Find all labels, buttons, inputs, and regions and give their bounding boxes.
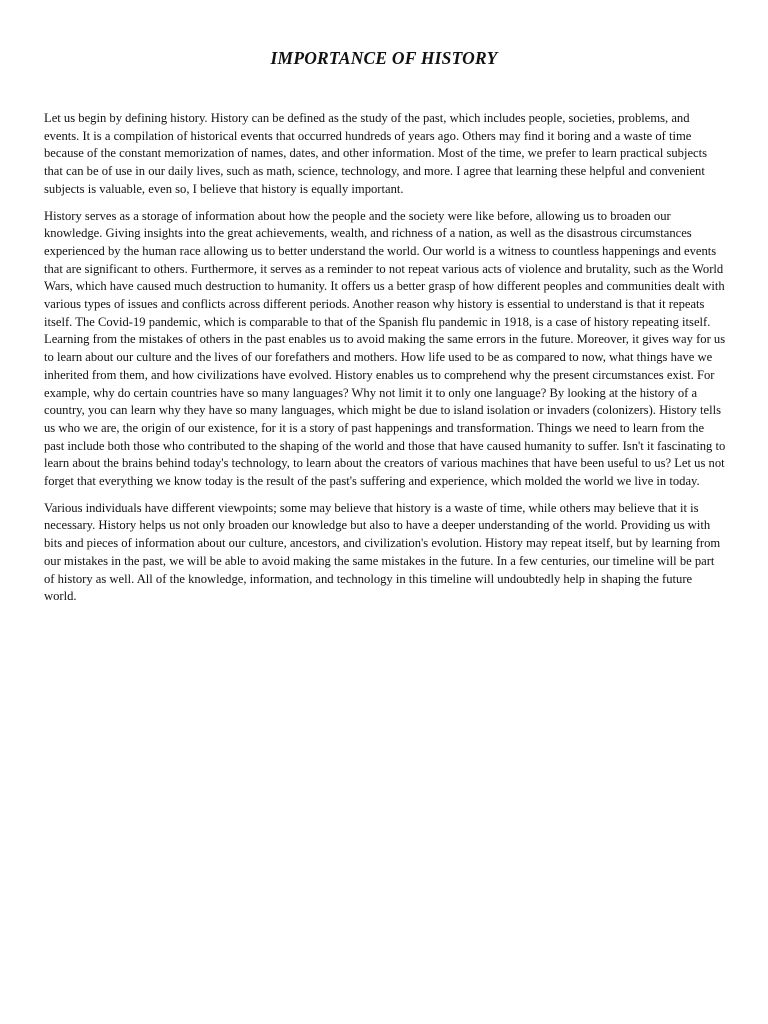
document-title: IMPORTANCE OF HISTORY (270, 48, 498, 68)
document-body (44, 110, 726, 615)
paragraph-conclusion: Various individuals have different viewpoints; some may believe that history is a waste of time, while others may believe that it is necessary. History helps us not only broaden our knowledge but also to have a deeper understanding of the world. Providing us with bits and pieces of information about our culture, ancestors, and civilization's evolution. History may repeat itself, but by learning from our mistakes in the past, we will be able to avoid making the same mistakes in the future. In a few centuries, our timeline will be part of history as well. All of the knowledge, information, and technology in this timeline will undoubtedly help in shaping the future world. (44, 500, 721, 604)
paragraph-body: History serves as a storage of information about how the people and the society were like before, allowing us to broaden our knowledge. Giving insights into the great achievements, wealth, and richness of a nation, as well as the disastrous circumstances experienced by the human race allowing us to better understand the world. Our world is a witness to countless happenings and events that are significant to others. Furthermore, it serves as a reminder to not repeat various acts of violence and brutality, such as the World Wars, which have caused much destruction to humanity. It offers us a better grasp of how different peoples and communities dealt with various types of issues and conflicts across different periods. Another reason why history is essential to understand is that it repeats itself. The Covid-19 pandemic, which is comparable to that of the Spanish flu pandemic in 1918, is a case of history repeating itself. Learning from the mistakes of others in the past enables us to avoid making the same errors in the future. Moreover, it gives way for us to learn about our culture and the lives of our forefathers and mothers. How life used to be as compared to now, what things have we inherited from them, and how civilizations have evolved. History enables us to comprehend why the present circumstances exist. For example, why do certain countries have so many languages? Why not limit it to only one language? By looking at the history of a country, you can learn why they have so many languages, which might be due to island isolation or invaders (colonizers). History tells us who we are, the origin of our existence, for it is a story of past happenings and transformation. Things we need to learn from the past include both those who contributed to the shaping of the world and those that have caused humanity to suffer. Isn't it fascinating to learn about the brains behind today's technology, to learn about the creators of various machines that have been useful to us? Let us not forget that everything we know today is the result of the past's suffering and experience, which molded the world we live in today. (44, 208, 726, 489)
paragraph-intro: Let us begin by defining history. History can be defined as the study of the past, which includes people, societies, problems, and events. It is a compilation of historical events that occurred hundreds of years ago. Others may find it boring and a waste of time because of the constant memorization of names, dates, and other information. Most of the time, we prefer to learn practical subjects that can be of use in our daily lives, such as math, science, technology, and more. I agree that learning these helpful and convenient subjects is valuable, even so, I believe that history is equally important. (44, 111, 708, 196)
